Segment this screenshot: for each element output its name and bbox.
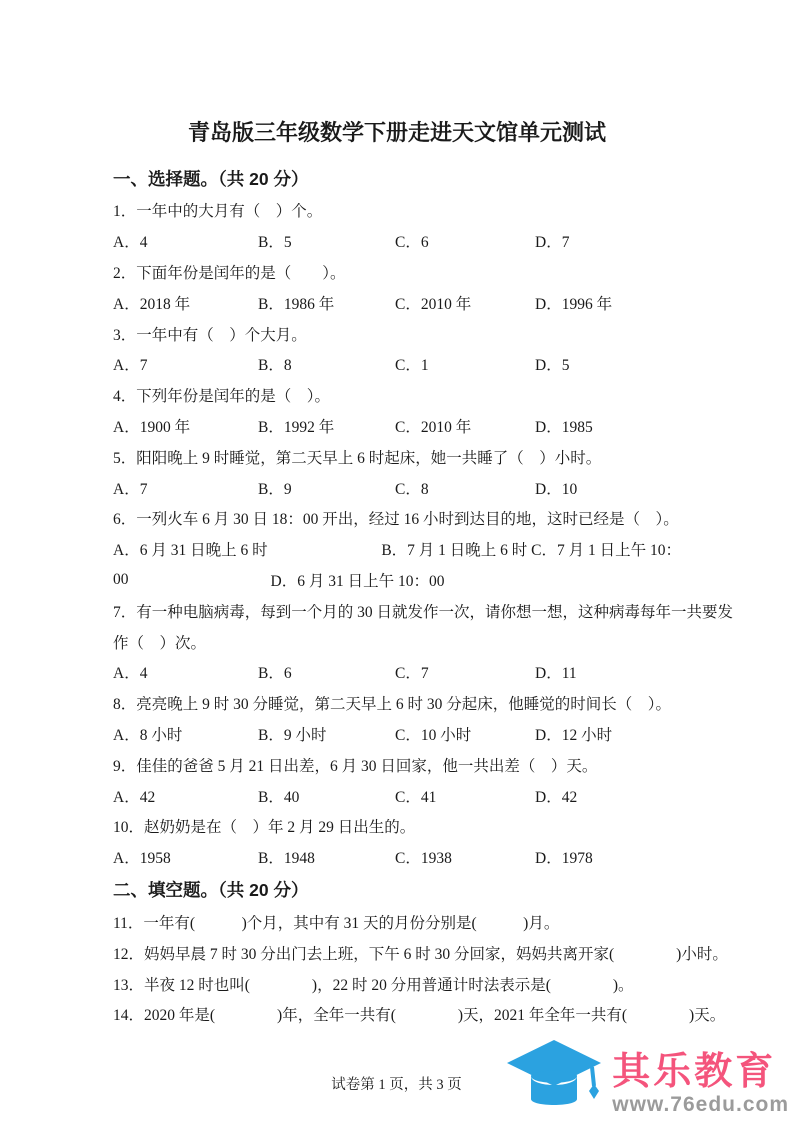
option-c: C．10 小时: [395, 726, 472, 744]
question-6-options-line-1: [113, 534, 681, 565]
question-8-text: 8．亮亮晚上 9 时 30 分睡觉，第二天早上 6 时 30 分起床，他睡觉的时间长（ ）。: [113, 696, 672, 714]
question-9-options: [113, 780, 681, 811]
question-4-text: 4．下列年份是闰年的是（ ）。: [113, 388, 331, 406]
page-number: 试卷第 1 页，共 3 页: [331, 1077, 462, 1093]
graduation-cap-icon: [504, 1036, 604, 1116]
brand-text-block: [612, 1053, 789, 1116]
option-b: B．1948: [258, 850, 315, 868]
question-14-text: 14．2020 年是( )年，全年一共有( )天，2021 年全年一共有( )天。: [113, 1007, 726, 1025]
option-d: D．1996 年: [535, 295, 613, 313]
option-c: C．41: [395, 788, 437, 806]
brand-name: 其乐教育: [612, 1051, 777, 1094]
option-a: A．7: [113, 357, 148, 375]
option-c: C．2010 年: [395, 418, 472, 436]
option-d: D．11: [535, 665, 577, 683]
option-a: A．4: [113, 665, 148, 683]
option-a: A．1900 年: [113, 418, 191, 436]
question-3-text: 3．一年中有（ ）个大月。: [113, 326, 307, 344]
question-6-options-line-2: [113, 565, 681, 596]
option-c: C．8: [395, 480, 429, 498]
question-7-options: [113, 657, 681, 688]
question-5-options: [113, 472, 681, 503]
option-d: D．42: [535, 788, 578, 806]
option-c: C．2010 年: [395, 295, 472, 313]
page-content: [113, 116, 734, 1030]
option-d: D．1978: [535, 850, 593, 868]
option-b: B．9 小时: [258, 726, 327, 744]
brand-logo: [504, 1036, 789, 1116]
question-1-text: 1．一年中的大月有（ ）个。: [113, 203, 323, 221]
question-10-options: [113, 842, 681, 873]
option-b: B．8: [258, 357, 292, 375]
brand-url: www.76edu.com: [612, 1092, 789, 1116]
option-a: A．8 小时: [113, 726, 183, 744]
question-10-text: 10．赵奶奶是在（ ）年 2 月 29 日出生的。: [113, 819, 416, 837]
option-a: A．42: [113, 788, 156, 806]
option-b: B．1986 年: [258, 295, 335, 313]
question-1-options: [113, 226, 681, 257]
question-3-options: [113, 349, 681, 380]
option-b: B．6: [258, 665, 292, 683]
option-d: D．5: [535, 357, 570, 375]
page-title: 青岛版三年级数学下册走进天文馆单元测试: [187, 120, 606, 145]
question-2-text: 2．下面年份是闰年的是（ ）。: [113, 264, 346, 282]
option-b: B．9: [258, 480, 292, 498]
question-9-text: 9．佳佳的爸爸 5 月 21 日出差，6 月 30 日回家，他一共出差（ ）天。: [113, 757, 598, 775]
question-8-options: [113, 719, 681, 750]
option-a: A．7: [113, 480, 148, 498]
option-b: B．1992 年: [258, 418, 335, 436]
option-c: C．1: [395, 357, 429, 375]
question-6-text: 6．一列火车 6 月 30 日 18：00 开出，经过 16 小时到达目的地，这时已经是（ ）。: [113, 511, 679, 529]
option-b-c: B．7 月 1 日晚上 6 时 C．7 月 1 日上午 10：: [381, 542, 681, 560]
option-b: B．5: [258, 234, 292, 252]
option-d: D．12 小时: [535, 726, 613, 744]
question-12-text: 12．妈妈早晨 7 时 30 分出门去上班，下午 6 时 30 分回家，妈妈共离开家( )小时。: [113, 945, 728, 963]
option-d: D．1985: [535, 418, 593, 436]
option-a: A．2018 年: [113, 295, 191, 313]
question-7-text-line-1: 7．有一种电脑病毒，每到一个月的 30 日就发作一次，请你想一想，这种病毒每年一共要发: [113, 603, 734, 621]
option-c: C．7: [395, 665, 429, 683]
question-2-options: [113, 287, 681, 318]
question-13-text: 13．半夜 12 时也叫( )，22 时 20 分用普通计时法表示是( )。: [113, 976, 634, 994]
option-a: A．1958: [113, 850, 171, 868]
option-a: A．4: [113, 234, 148, 252]
option-c: C．6: [395, 234, 429, 252]
option-a: A．6 月 31 日晚上 6 时: [113, 542, 268, 560]
option-c: C．1938: [395, 850, 452, 868]
option-d: D．10: [535, 480, 578, 498]
question-4-options: [113, 411, 681, 442]
option-c-continued: 00: [113, 570, 129, 588]
question-11-text: 11．一年有( )个月，其中有 31 天的月份分别是( )月。: [113, 914, 560, 932]
option-d: D．6 月 31 日上午 10：00: [270, 572, 445, 590]
question-7-text-line-2: 作（ ）次。: [113, 634, 207, 652]
option-d: D．7: [535, 234, 570, 252]
question-5-text: 5．阳阳晚上 9 时睡觉，第二天早上 6 时起床，她一共睡了（ ）小时。: [113, 449, 602, 467]
section-heading-fill: 二、填空题。（共 20 分）: [113, 880, 309, 901]
option-b: B．40: [258, 788, 300, 806]
section-heading-choice: 一、选择题。（共 20 分）: [113, 168, 309, 189]
